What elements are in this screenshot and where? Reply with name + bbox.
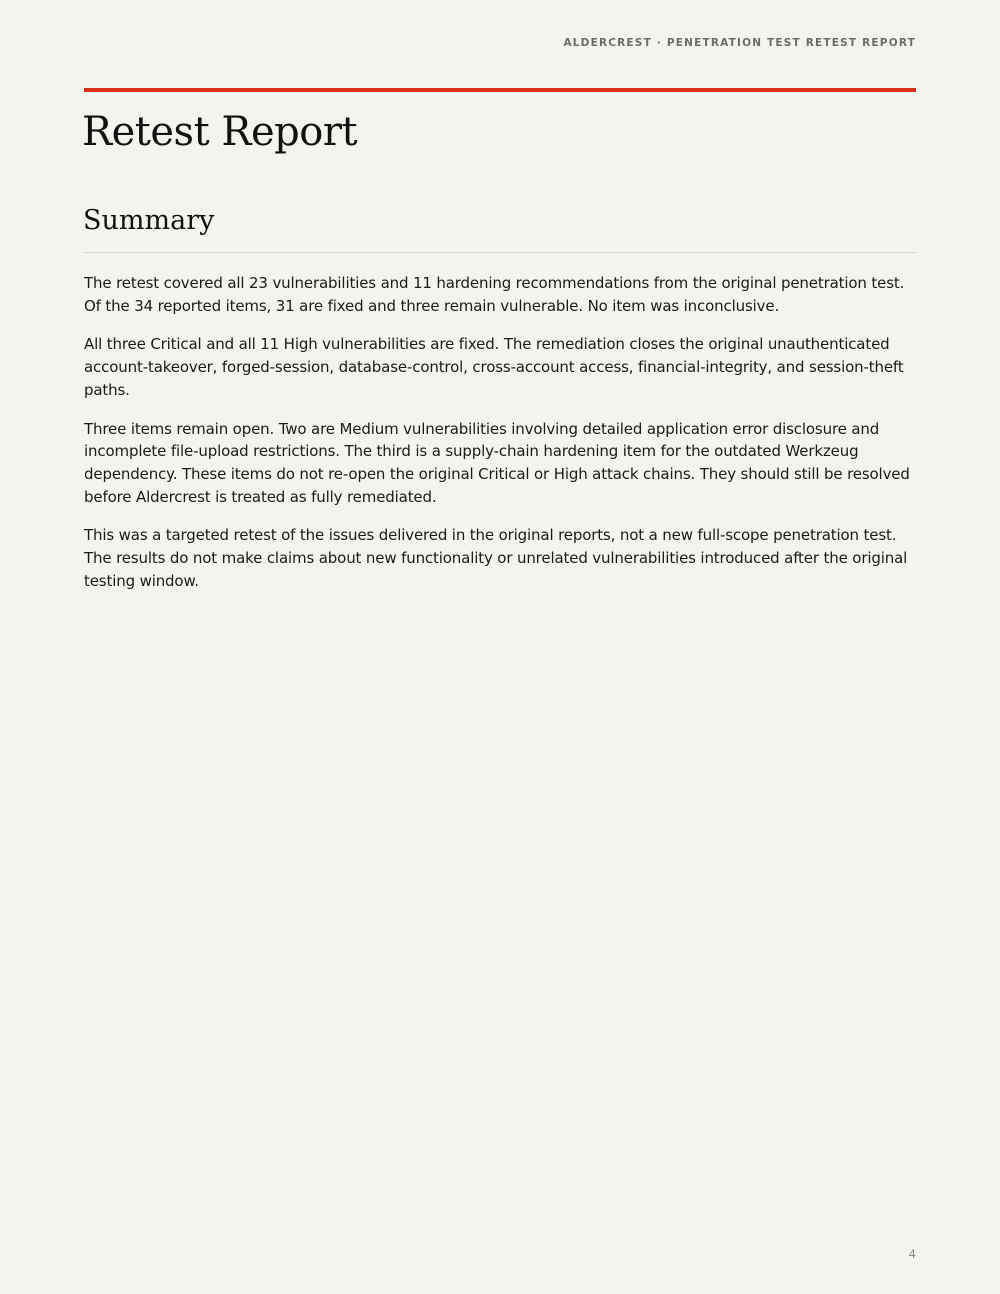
page-title: Retest Report	[82, 109, 358, 155]
page-number: 4	[908, 1247, 916, 1261]
summary-paragraph-3: Three items remain open. Two are Medium vulnerabilities involving detailed application error disclosure and incomplete file-upload restrictions. The third is a supply-chain hardening item for the outdated Werkzeug dependency. These items do not re-open the original Critical or High attack chains. They should still be resolved before Aldercrest is treated as fully remediated.	[84, 419, 910, 506]
accent-rule	[84, 88, 916, 92]
section-divider	[84, 252, 916, 253]
summary-body	[84, 272, 918, 608]
summary-paragraph-1: The retest covered all 23 vulnerabilities and 11 hardening recommendations from the original penetration test. Of the 34 reported items, 31 are fixed and three remain vulnerable. No item was inconclusive.	[84, 274, 905, 315]
summary-paragraph-2: All three Critical and all 11 High vulnerabilities are fixed. The remediation closes the original unauthenticated account-takeover, forged-session, database-control, cross-account access, financial-integrity, and session-theft paths.	[84, 335, 904, 399]
running-header: ALDERCREST · PENETRATION TEST RETEST REPORT	[563, 37, 916, 49]
section-heading-summary: Summary	[83, 205, 215, 236]
summary-paragraph-4: This was a targeted retest of the issues delivered in the original reports, not a new full-scope penetration test. The results do not make claims about new functionality or unrelated vulnerabilities introduced after the original testing window.	[84, 526, 908, 590]
